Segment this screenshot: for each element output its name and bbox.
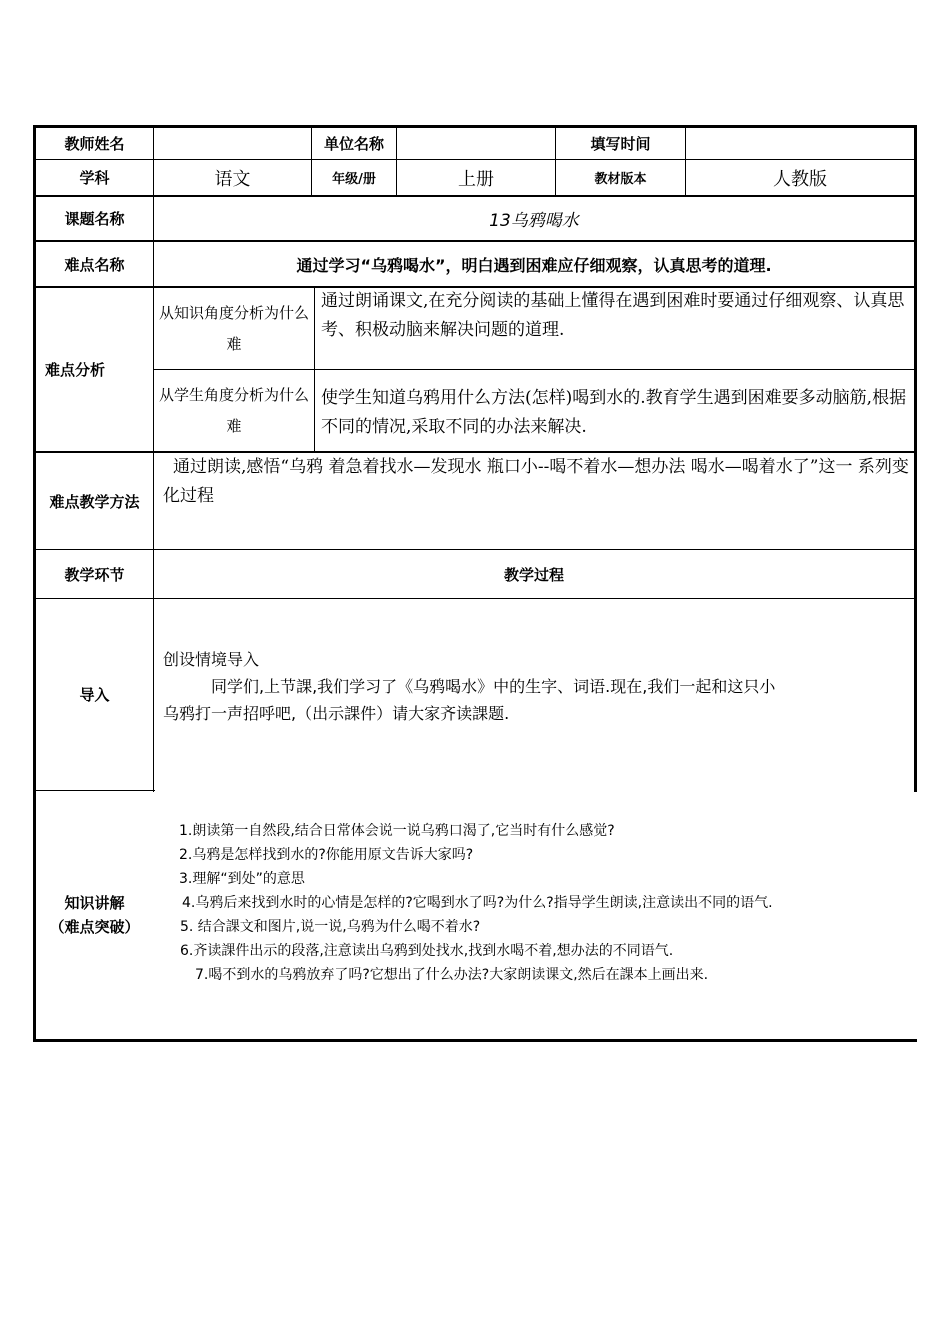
edition-label: 教材版本 xyxy=(594,172,647,187)
grade-label: 年级/册 xyxy=(332,172,376,187)
subject-label: 学科 xyxy=(79,169,110,187)
table-border-right xyxy=(914,125,917,792)
list-item: 7.喝不到水的乌鸦放弃了吗?它想出了什么办法?大家朗读课文,然后在課本上画出来. xyxy=(195,967,709,983)
knowledge-question-list xyxy=(175,819,915,987)
list-item: 2.乌鸦是怎样找到水的?你能用原文告诉大家吗? xyxy=(179,847,474,863)
fill-time-label: 填写时间 xyxy=(590,135,651,153)
intro-line-1: 同学们,上节課,我们学习了《乌鸦喝水》中的生字、词语.现在,我们一起和这只小 xyxy=(211,677,776,696)
table-border-bottom xyxy=(33,1039,917,1042)
list-item: 5. 结合課文和图片,说一说,乌鸦为什么喝不着水? xyxy=(180,919,481,935)
difficulty-name-value: 通过学习“乌鸦喝水”，明白遇到困难应仔细观察，认真思考的道理. xyxy=(296,255,772,275)
knowledge-explain-label-line1: 知识讲解 xyxy=(64,894,125,912)
teacher-name-value xyxy=(154,128,311,159)
grade-value: 上册 xyxy=(458,168,494,190)
intro-label: 导入 xyxy=(79,686,110,704)
knowledge-explain-label xyxy=(36,791,153,1039)
row-line xyxy=(33,598,917,599)
intro-heading: 创设情境导入 xyxy=(163,650,260,669)
difficulty-analysis-label: 难点分析 xyxy=(45,361,106,379)
edition-value: 人教版 xyxy=(773,168,827,190)
list-item: 6.齐读課件出示的段落,注意读出乌鸦到处找水,找到水喝不着,想办法的不同语气. xyxy=(180,943,674,959)
lesson-title-label: 课题名称 xyxy=(64,210,125,228)
teaching-stage-label: 教学环节 xyxy=(64,565,125,584)
col-line xyxy=(314,288,315,452)
student-angle-text: 使学生知道乌鸦用什么方法(怎样)喝到水的.教育学生遇到困难要多动脑筋,根据不同的情况,采取不同的办法来解决. xyxy=(321,388,907,437)
intro-line-2: 乌鸦打一声招呼吧,（出示課件）请大家齐读課题. xyxy=(163,704,510,723)
teacher-name-label: 教师姓名 xyxy=(64,135,125,153)
difficulty-name-label: 难点名称 xyxy=(64,255,125,274)
fill-time-value xyxy=(686,128,914,159)
student-angle-label: 从学生角度分析为什么难 xyxy=(159,385,310,435)
teaching-method-text: 通过朗读,感悟“乌鸦 着急着找水—发现水 瓶口小--喝不着水—想办法 喝水—喝着水了”这一 系列变化过程 xyxy=(163,457,909,506)
knowledge-angle-text: 通过朗诵课文,在充分阅读的基础上懂得在遇到困难时要通过仔细观察、认真思考、积极动脑来解决问题的道理. xyxy=(321,291,905,340)
list-item: 4.乌鸦后来找到水时的心情是怎样的?它喝到水了吗?为什么?指导学生朗读,注意读出不同的语气. xyxy=(182,895,773,911)
knowledge-explain-label-line2: （难点突破） xyxy=(49,918,140,936)
knowledge-angle-label: 从知识角度分析为什么难 xyxy=(159,303,310,353)
list-item: 3.理解“到处”的意思 xyxy=(179,871,305,887)
list-item: 1.朗读第一自然段,结合日常体会说一说乌鸦口渴了,它当时有什么感觉? xyxy=(179,823,615,839)
teaching-process-label: 教学过程 xyxy=(503,565,564,584)
unit-name-label: 单位名称 xyxy=(323,135,384,153)
unit-name-value xyxy=(397,128,555,159)
intro-content xyxy=(163,646,913,727)
teaching-method-label: 难点教学方法 xyxy=(49,492,140,511)
lesson-title-value: 13乌鸦喝水 xyxy=(489,211,579,231)
subject-value: 语文 xyxy=(214,168,251,190)
